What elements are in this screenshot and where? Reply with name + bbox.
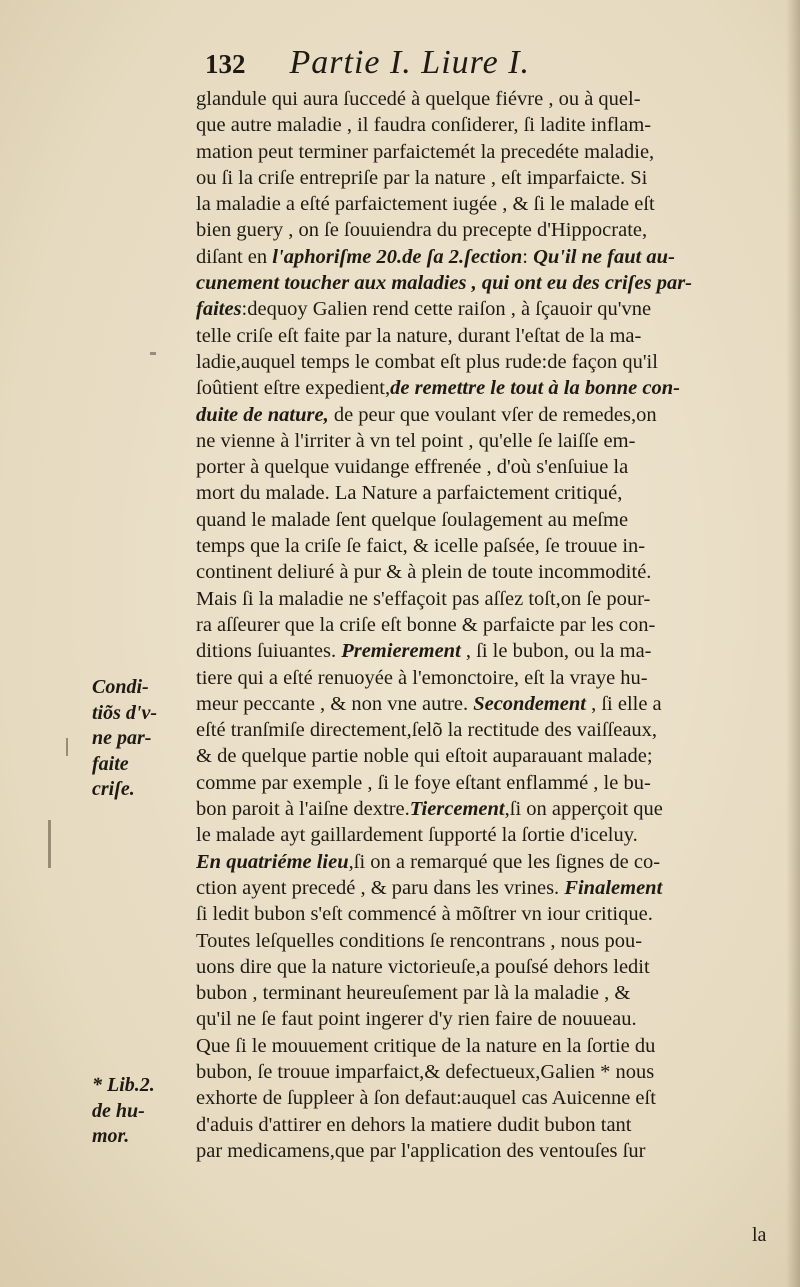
- text-line: [196, 296, 788, 322]
- text-run: porter à quelque vuidange effrenée , d'où s'enſuiue la: [196, 456, 629, 479]
- italic-phrase: faites: [196, 298, 242, 321]
- marginal-note-conditions: [92, 675, 192, 803]
- text-run: ction ayent precedé , & paru dans les vrines.: [196, 876, 565, 899]
- italic-phrase: cunement toucher aux maladies , qui ont eu des criſes par-: [196, 272, 693, 295]
- text-run: bien guery , on ſe ſouuiendra du precepte d'Hippocrate,: [196, 219, 648, 242]
- italic-phrase: En quatriéme lieu: [196, 850, 349, 873]
- text-line: [196, 402, 788, 428]
- marginal-note-line: faite: [92, 752, 129, 775]
- italic-phrase: Finalement: [564, 876, 663, 899]
- text-line: [196, 743, 788, 769]
- text-line: [196, 901, 788, 927]
- text-run: Toutes leſquelles conditions ſe rencontrans , nous pou-: [196, 929, 643, 952]
- text-run: mation peut terminer parfaictemét la precedéte maladie,: [196, 140, 655, 163]
- italic-phrase: Premierement: [341, 640, 461, 663]
- text-run: telle criſe eſt faite par la nature, durant l'eſtat de la ma-: [196, 324, 642, 347]
- text-run: bon paroit à l'aiſne dextre.: [196, 798, 410, 821]
- text-line: [196, 270, 788, 296]
- text-run: ſoûtient eſtre expedient,: [196, 377, 391, 400]
- text-line: [196, 980, 788, 1006]
- text-line: [196, 796, 788, 822]
- text-line: [196, 428, 788, 454]
- text-run: glandule qui aura ſuccedé à quelque fiévre , ou à quel-: [196, 88, 641, 110]
- text-run: ne vienne à l'irriter à vn tel point , qu'elle ſe laiſſe em-: [196, 429, 636, 452]
- running-title: Partie I. Liure I.: [289, 44, 531, 81]
- body-text: [196, 86, 788, 1164]
- text-line: [196, 349, 788, 375]
- text-line: [196, 139, 788, 165]
- text-line: [196, 586, 788, 612]
- text-line: [196, 191, 788, 217]
- text-run: bubon, ſe trouue imparfaict,& defectueux,Galien * nous: [196, 1060, 655, 1083]
- text-line: [196, 375, 788, 401]
- catchword: la: [752, 1224, 767, 1246]
- text-run: ſi ledit bubon s'eſt commencé à mõſtrer vn iour critique.: [196, 903, 653, 926]
- text-run: eſté tranſmiſe directement,ſelõ la rectitude des vaiſſeaux,: [196, 719, 658, 742]
- text-line: [196, 1138, 788, 1164]
- text-line: [196, 86, 788, 112]
- text-line: [196, 244, 788, 270]
- text-line: [196, 822, 788, 848]
- text-line: [196, 323, 788, 349]
- ink-mark: [48, 820, 51, 868]
- text-line: [196, 928, 788, 954]
- text-run: qu'il ne ſe faut point ingerer d'y rien faire de nouueau.: [196, 1008, 637, 1031]
- text-run: ,ſi on apperçoit que: [504, 798, 663, 821]
- text-line: [196, 691, 788, 717]
- marginal-note-reference: [92, 1073, 192, 1150]
- text-run: :: [522, 245, 534, 268]
- page-header: [205, 44, 605, 88]
- italic-phrase: Tiercement: [409, 798, 505, 821]
- text-run: par medicamens,que par l'application des ventouſes ſur: [196, 1139, 646, 1162]
- text-run: temps que la criſe ſe faict, & icelle paſsée, ſe trouue in-: [196, 535, 646, 558]
- text-run: ditions ſuiuantes.: [196, 640, 342, 663]
- ink-mark: [66, 738, 68, 756]
- text-run: meur peccante , & non vne autre.: [196, 692, 474, 715]
- text-line: [196, 770, 788, 796]
- text-line: [196, 165, 788, 191]
- marginal-note-line: mor.: [92, 1125, 130, 1147]
- marginal-note-line: Condi-: [92, 676, 149, 698]
- italic-phrase: de remettre le tout à la bonne con-: [390, 377, 680, 400]
- marginal-note-line: tiõs d'v-: [92, 701, 157, 724]
- page-edge-shadow: [786, 0, 800, 1287]
- marginal-note-line: * Lib.2.: [92, 1074, 155, 1096]
- text-line: [196, 875, 788, 901]
- text-run: , ſi le bubon, ou la ma-: [460, 640, 652, 663]
- text-run: comme par exemple , ſi le foye eſtant enflammé , le bu-: [196, 771, 651, 794]
- text-run: continent deliuré à pur & à plein de toute incommodité.: [196, 561, 652, 584]
- text-run: que autre maladie , il faudra conſiderer, ſi ladite inflam-: [196, 114, 652, 137]
- text-run: quand le malade ſent quelque ſoulagement au meſme: [196, 508, 629, 531]
- text-line: [196, 612, 788, 638]
- text-line: [196, 507, 788, 533]
- text-line: [196, 1085, 788, 1111]
- text-run: ladie,auquel temps le combat eſt plus rude:de façon qu'il: [196, 350, 658, 373]
- italic-phrase: Qu'il ne faut au-: [533, 245, 675, 268]
- text-line: [196, 559, 788, 585]
- marginal-note-line: de hu-: [92, 1099, 145, 1122]
- text-run: ou ſi la criſe entrepriſe par la nature , eſt imparfaicte. Si: [196, 166, 648, 189]
- italic-phrase: Secondement: [473, 692, 586, 715]
- text-line: [196, 717, 788, 743]
- italic-phrase: duite de nature,: [196, 403, 329, 426]
- page-number: 132: [205, 49, 246, 79]
- text-line: [196, 1033, 788, 1059]
- text-line: [196, 954, 788, 980]
- text-run: :dequoy Galien rend cette raiſon , à ſçauoir qu'vne: [241, 298, 652, 321]
- text-line: [196, 638, 788, 664]
- text-run: Que ſi le mouuement critique de la nature en la ſortie du: [196, 1034, 656, 1057]
- text-run: la maladie a eſté parfaictement iugée , & ſi le malade eſt: [196, 193, 655, 216]
- text-line: [196, 480, 788, 506]
- text-line: [196, 533, 788, 559]
- marginal-note-line: criſe.: [92, 778, 135, 800]
- italic-phrase: l'aphoriſme 20.de ſa 2.ſection: [272, 245, 523, 268]
- text-run: tiere qui a eſté renuoyée à l'emonctoire, eſt la vraye hu-: [196, 666, 648, 689]
- text-run: ,ſi on a remarqué que les ſignes de co-: [348, 850, 661, 873]
- text-run: ra aſſeurer que la criſe eſt bonne & parfaicte par les con-: [196, 613, 656, 636]
- text-line: [196, 1006, 788, 1032]
- text-run: bubon , terminant heureuſement par là la maladie , &: [196, 982, 631, 1005]
- text-run: & de quelque partie noble qui eſtoit auparauant malade;: [196, 745, 653, 768]
- ink-mark: [150, 352, 156, 355]
- text-run: Mais ſi la maladie ne s'effaçoit pas aſſez toſt,on ſe pour-: [196, 587, 651, 610]
- text-line: [196, 454, 788, 480]
- text-run: , ſi elle a: [585, 692, 662, 715]
- text-run: mort du malade. La Nature a parfaictement critiqué,: [196, 482, 623, 505]
- text-run: exhorte de ſuppleer à ſon defaut:auquel cas Auicenne eſt: [196, 1087, 656, 1110]
- text-run: de peur que voulant vſer de remedes,on: [328, 403, 657, 426]
- text-line: [196, 1112, 788, 1138]
- text-run: d'aduis d'attirer en dehors la matiere dudit bubon tant: [196, 1113, 632, 1136]
- text-line: [196, 217, 788, 243]
- text-run: le malade ayt gaillardement ſupporté la ſortie d'iceluy.: [196, 824, 638, 847]
- marginal-note-line: ne par-: [92, 727, 152, 749]
- text-line: [196, 665, 788, 691]
- text-line: [196, 112, 788, 138]
- text-line: [196, 849, 788, 875]
- text-run: uons dire que la nature victorieuſe,a pouſsé dehors ledit: [196, 955, 650, 978]
- text-run: diſant en: [196, 245, 273, 268]
- text-line: [196, 1059, 788, 1085]
